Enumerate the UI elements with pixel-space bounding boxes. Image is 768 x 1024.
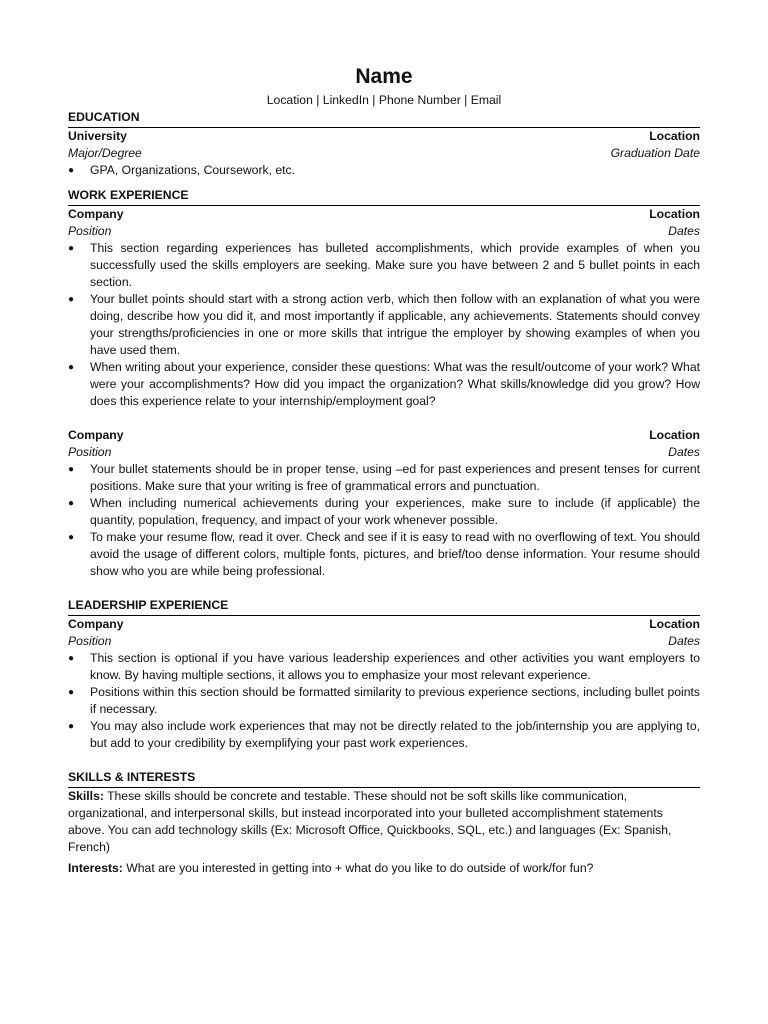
job-1-dates: Dates xyxy=(668,224,700,238)
major-degree: Major/Degree xyxy=(68,146,142,160)
university-name: University xyxy=(68,129,127,143)
education-heading: EDUCATION xyxy=(68,109,700,128)
leadership-bullets xyxy=(68,650,700,752)
resume-content xyxy=(68,64,700,877)
job-2-row-2 xyxy=(68,444,700,461)
leadership-dates: Dates xyxy=(668,634,700,648)
leadership-location: Location xyxy=(649,617,700,631)
leadership-row-2 xyxy=(68,633,700,650)
skills-heading: SKILLS & INTERESTS xyxy=(68,769,700,788)
bullet-item: ● When including numerical achievements during your experiences, make sure to include (if applicable) the quantity, population, frequency, and impact of your work whenever possible. xyxy=(68,495,700,529)
job-2-row-1 xyxy=(68,427,700,444)
work-experience-heading: WORK EXPERIENCE xyxy=(68,187,700,206)
job-2-dates: Dates xyxy=(668,445,700,459)
skills-label: Skills: xyxy=(68,789,104,803)
leadership-company: Company xyxy=(68,617,124,631)
job-2-position: Position xyxy=(68,445,112,459)
bullet-item: ● This section is optional if you have various leadership experiences and other activities you want employers to know. By having multiple sections, it allows you to emphasize your most relevant experience. xyxy=(68,650,700,684)
job-2-location: Location xyxy=(649,428,700,442)
job-2-bullets xyxy=(68,461,700,580)
candidate-name: Name xyxy=(355,65,413,88)
bullet-item: ● To make your resume flow, read it over. Check and see if it is easy to read with no overflowing of text. You should avoid the usage of different colors, multiple fonts, pictures, and brief/too dense information. Your resume should show who you are while being professional. xyxy=(68,529,700,580)
bullet-item: ● GPA, Organizations, Coursework, etc. xyxy=(68,162,700,179)
job-1-row-2 xyxy=(68,223,700,240)
education-row-1 xyxy=(68,128,700,145)
bullet-item: ● Your bullet points should start with a strong action verb, which then follow with an explanation of what you were doing, describe how you did it, and most importantly if applicable, any achievements. Statements should convey your strengths/proficiencies in one or more skills that intrigue the employer by showing examples of when you have used them. xyxy=(68,291,700,359)
university-location: Location xyxy=(649,129,700,143)
leadership-row-1 xyxy=(68,616,700,633)
leadership-heading: LEADERSHIP EXPERIENCE xyxy=(68,597,700,616)
education-bullets xyxy=(68,162,700,179)
education-row-2 xyxy=(68,145,700,162)
skills-paragraph xyxy=(68,788,700,856)
job-1-row-1 xyxy=(68,206,700,223)
bullet-item: ● When writing about your experience, consider these questions: What was the result/outcome of your work? What were your accomplishments? How did you impact the organization? What skills/knowledge did you grow? How does this experience relate to your internship/employment goal? xyxy=(68,359,700,410)
job-2-company: Company xyxy=(68,428,124,442)
job-1-location: Location xyxy=(649,207,700,221)
bullet-item: ● Positions within this section should be formatted similarity to previous experience sections, including bullet points if necessary. xyxy=(68,684,700,718)
bullet-item: ● This section regarding experiences has bulleted accomplishments, which provide examples of when you successfully used the skills employers are seeking. Make sure you have between 2 and 5 bullet points in each section. xyxy=(68,240,700,291)
graduation-date: Graduation Date xyxy=(610,146,700,160)
job-1-company: Company xyxy=(68,207,124,221)
bullet-item: ● Your bullet statements should be in proper tense, using –ed for past experiences and present tenses for current positions. Make sure that your writing is free of grammatical errors and punctuation. xyxy=(68,461,700,495)
contact-line: Location | LinkedIn | Phone Number | Email xyxy=(266,93,502,107)
interests-text: What are you interested in getting into + what do you like to do outside of work/for fun? xyxy=(122,861,594,875)
job-1-position: Position xyxy=(68,224,112,238)
skills-text: These skills should be concrete and testable. These should not be soft skills like communication, organizational, and interpersonal skills, but instead incorporated into your bulleted accomplishment statements above. You can add technology skills (Ex: Microsoft Office, Quickbooks, SQL, etc.) and languages (Ex: Spanish, French) xyxy=(68,789,672,854)
interests-paragraph xyxy=(68,860,700,877)
bullet-item: ● You may also include work experiences that may not be directly related to the job/internship you are applying to, but add to your credibility by exemplifying your past work experiences. xyxy=(68,718,700,752)
leadership-position: Position xyxy=(68,634,112,648)
interests-label: Interests: xyxy=(68,861,123,875)
job-1-bullets xyxy=(68,240,700,410)
